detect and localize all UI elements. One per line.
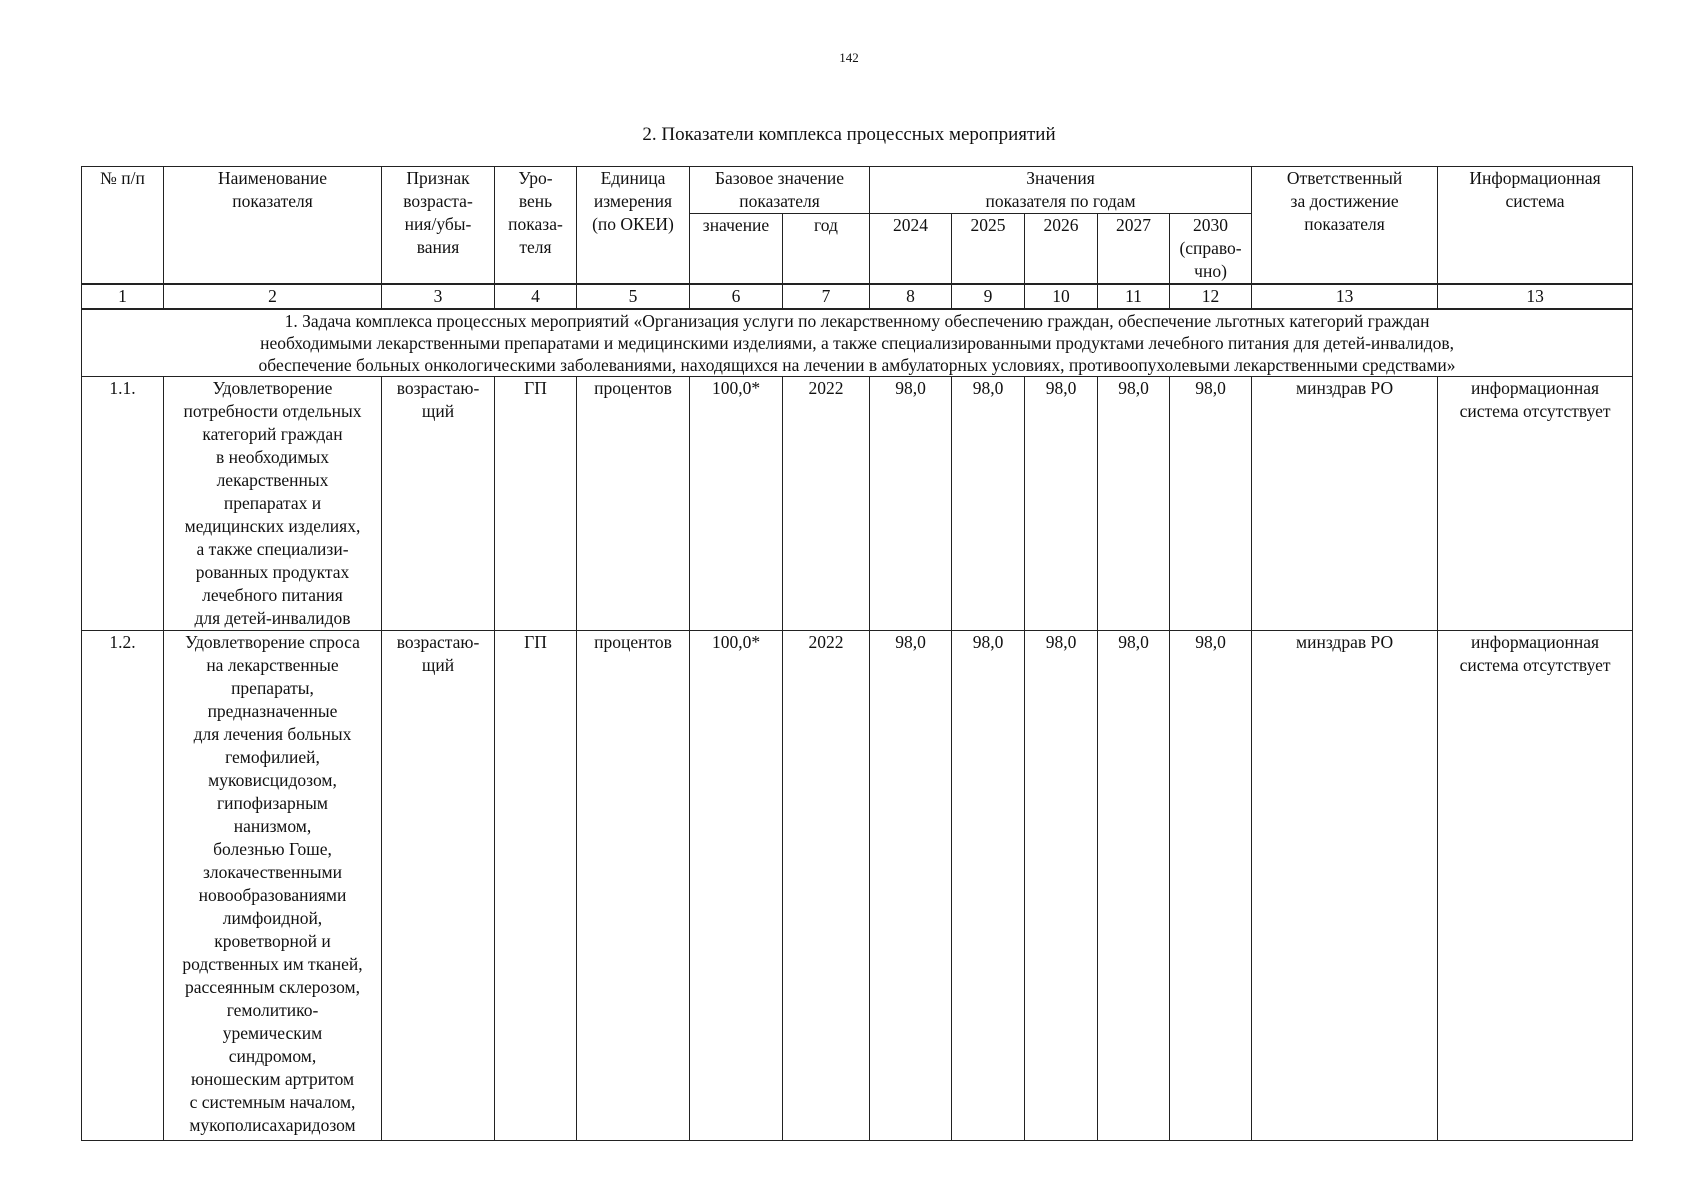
text-line: предназначенные — [207, 701, 338, 721]
column-number: 5 — [577, 284, 690, 309]
text-line: гемолитико- — [226, 1000, 319, 1020]
header-base — [690, 167, 870, 214]
text-line: на лекарственные — [206, 655, 339, 675]
row-base-year: 2022 — [783, 631, 870, 1141]
text-line: синдромом, — [228, 1046, 317, 1066]
column-number: 6 — [690, 284, 783, 309]
text-line: Удовлетворение спроса — [185, 632, 360, 652]
column-number: 12 — [1170, 284, 1252, 309]
text-line: с системным началом, — [189, 1092, 356, 1112]
text-line: теля — [519, 237, 552, 257]
header-base-value: значение — [690, 214, 783, 285]
row-value-2027: 98,0 — [1098, 377, 1170, 631]
text-line: а также специализи- — [196, 539, 349, 559]
header-responsible — [1252, 167, 1438, 285]
text-line: система — [1505, 191, 1565, 211]
column-number: 8 — [870, 284, 952, 309]
text-line: для лечения больных — [193, 724, 352, 744]
row-base-value: 100,0* — [690, 631, 783, 1141]
text-line: вень — [518, 191, 553, 211]
row-level: ГП — [495, 377, 577, 631]
text-line: возрастаю- — [396, 632, 480, 652]
row-level: ГП — [495, 631, 577, 1141]
text-line: информационная — [1471, 632, 1600, 652]
column-number: 10 — [1025, 284, 1098, 309]
text-line: показателя по годам — [985, 191, 1136, 211]
text-line: (справо- — [1179, 238, 1242, 258]
text-line: потребности отдельных — [183, 401, 362, 421]
header-info-system — [1438, 167, 1633, 285]
text-line: Ответственный — [1286, 168, 1403, 188]
row-sign — [382, 377, 495, 631]
text-line: возраста- — [403, 191, 473, 211]
text-line: мукополисахаридозом — [189, 1115, 356, 1135]
text-line: юношеским артритом — [190, 1069, 355, 1089]
text-line: за достижение — [1290, 191, 1399, 211]
text-line: лимфоидной, — [222, 908, 323, 928]
text-line: родственных им тканей, — [182, 954, 363, 974]
text-line: показателя — [739, 191, 820, 211]
text-line: щий — [421, 401, 455, 421]
text-line: нанизмом, — [233, 816, 312, 836]
column-number-row — [82, 284, 1633, 309]
table-row — [82, 631, 1633, 1141]
row-value-2025: 98,0 — [952, 631, 1025, 1141]
text-line: рассеянным склерозом, — [185, 977, 360, 997]
row-value-2024: 98,0 — [870, 377, 952, 631]
text-line: показателя — [1304, 214, 1385, 234]
row-base-year: 2022 — [783, 377, 870, 631]
row-responsible: минздрав РО — [1252, 377, 1438, 631]
text-line: Признак — [406, 168, 470, 188]
text-line: чно) — [1194, 261, 1227, 281]
text-line: Значения — [1026, 168, 1095, 188]
text-line: уремическим — [222, 1023, 323, 1043]
row-unit: процентов — [577, 631, 690, 1141]
text-line: щий — [421, 655, 455, 675]
text-line: 1. Задача комплекса процессных мероприятий «Организация услуги по лекарственному обеспечению граждан, обеспечение льготных категорий граждан — [284, 311, 1430, 331]
text-line: рованных продуктах — [195, 562, 350, 582]
header-sign — [382, 167, 495, 285]
row-value-2026: 98,0 — [1025, 631, 1098, 1141]
header-year-2030 — [1170, 214, 1252, 285]
text-line: система отсутствует — [1459, 655, 1611, 675]
header-name — [164, 167, 382, 285]
text-line: Наименование — [217, 168, 328, 188]
text-line: показа- — [508, 214, 563, 234]
header-year-2025: 2025 — [952, 214, 1025, 285]
column-number: 4 — [495, 284, 577, 309]
document-title: 2. Показатели комплекса процессных мероприятий — [642, 124, 1056, 145]
row-value-2027: 98,0 — [1098, 631, 1170, 1141]
indicators-table — [81, 166, 1633, 1141]
text-line: лекарственных — [216, 470, 329, 490]
row-responsible: минздрав РО — [1252, 631, 1438, 1141]
row-unit: процентов — [577, 377, 690, 631]
text-line: система отсутствует — [1459, 401, 1611, 421]
text-line: в необходимых — [216, 447, 329, 467]
text-line: Информационная — [1469, 168, 1601, 188]
task-heading — [82, 309, 1633, 377]
text-line: Удовлетворение — [212, 378, 333, 398]
text-line: возрастаю- — [396, 378, 480, 398]
row-indicator-name — [164, 631, 382, 1141]
text-line: ния/убы- — [404, 214, 472, 234]
table-row — [82, 377, 1633, 631]
row-base-value: 100,0* — [690, 377, 783, 631]
text-line: вания — [416, 237, 460, 257]
text-line: для детей-инвалидов — [194, 608, 351, 628]
column-number: 3 — [382, 284, 495, 309]
page-number: 142 — [839, 50, 859, 65]
column-number: 11 — [1098, 284, 1170, 309]
header-year-2024: 2024 — [870, 214, 952, 285]
row-num: 1.2. — [82, 631, 164, 1141]
task-heading-row — [82, 309, 1633, 377]
header-num: № п/п — [82, 167, 164, 285]
row-indicator-name — [164, 377, 382, 631]
row-info-system — [1438, 377, 1633, 631]
row-value-2030: 98,0 — [1170, 631, 1252, 1141]
text-line: обеспечение больных онкологическими заболеваниями, находящихся на лечении в амбулаторных условиях, противоопухолевыми лекарственными средствами» — [258, 355, 1456, 375]
text-line: препаратах и — [223, 493, 322, 513]
header-unit — [577, 167, 690, 285]
text-line: новообразованиями — [198, 885, 347, 905]
text-line: измерения — [593, 191, 673, 211]
row-value-2030: 98,0 — [1170, 377, 1252, 631]
text-line: Уро- — [518, 168, 553, 188]
column-number: 13 — [1438, 284, 1633, 309]
text-line: муковисцидозом, — [208, 770, 337, 790]
text-line: гипофизарным — [217, 793, 328, 813]
text-line: медицинских изделиях, — [184, 516, 361, 536]
row-value-2026: 98,0 — [1025, 377, 1098, 631]
column-number: 1 — [82, 284, 164, 309]
row-sign — [382, 631, 495, 1141]
header-base-year: год — [783, 214, 870, 285]
text-line: лечебного питания — [202, 585, 343, 605]
row-value-2025: 98,0 — [952, 377, 1025, 631]
text-line: Единица — [600, 168, 666, 188]
header-values — [870, 167, 1252, 214]
header-year-2027: 2027 — [1098, 214, 1170, 285]
text-line: Базовое значение — [714, 168, 845, 188]
text-line: (по ОКЕИ) — [592, 214, 674, 234]
row-info-system — [1438, 631, 1633, 1141]
text-line: информационная — [1471, 378, 1600, 398]
text-line: необходимыми лекарственными препаратами и медицинскими изделиями, а также специализированными продуктами лечебного питания для детей-инвалидов, — [260, 333, 1454, 353]
header-year-2026: 2026 — [1025, 214, 1098, 285]
text-line: гемофилией, — [225, 747, 320, 767]
text-line: злокачественными — [203, 862, 342, 882]
column-number: 13 — [1252, 284, 1438, 309]
text-line: 2030 — [1193, 215, 1229, 235]
row-num: 1.1. — [82, 377, 164, 631]
column-number: 2 — [164, 284, 382, 309]
row-value-2024: 98,0 — [870, 631, 952, 1141]
column-number: 9 — [952, 284, 1025, 309]
header-level — [495, 167, 577, 285]
text-line: показателя — [232, 191, 313, 211]
column-number: 7 — [783, 284, 870, 309]
text-line: препараты, — [231, 678, 314, 698]
text-line: кроветворной и — [214, 931, 331, 951]
text-line: категорий граждан — [202, 424, 343, 444]
text-line: болезнью Гоше, — [213, 839, 332, 859]
